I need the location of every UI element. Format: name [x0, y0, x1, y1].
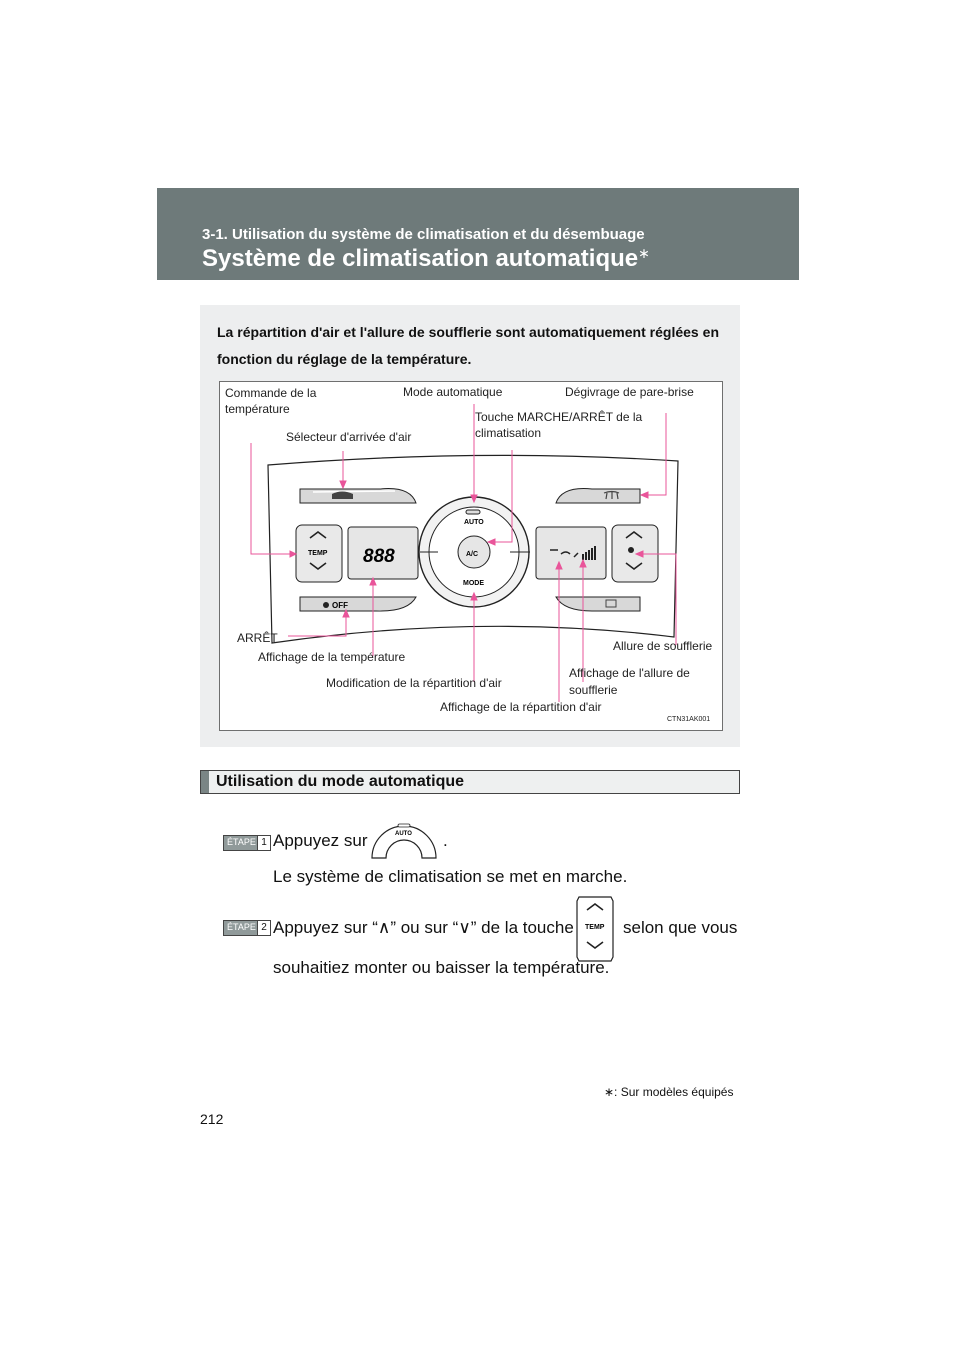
- temp-readout: 888: [363, 546, 395, 567]
- defroster-button: [556, 489, 640, 503]
- temp-text: TEMP: [308, 550, 328, 557]
- label-intake-selector: Sélecteur d'arrivée d'air: [286, 430, 412, 444]
- page-number: 212: [200, 1111, 224, 1127]
- info-box: [200, 305, 740, 747]
- step-2-badge-word: ÉTAPE: [227, 922, 256, 932]
- off-text: OFF: [332, 601, 348, 610]
- control-panel-diagram: [219, 381, 723, 731]
- footnote: ∗: Sur modèles équipés: [604, 1085, 734, 1099]
- step-2-text-line2: souhaitiez monter ou baisser la température.: [273, 958, 610, 977]
- illustration-code: CTN31AK001: [667, 716, 711, 723]
- label-defroster: Dégivrage de pare-brise: [565, 385, 694, 399]
- intake-highlight: [313, 491, 395, 492]
- fan-bar-2: [585, 552, 587, 560]
- step-1-text-b: .: [443, 831, 448, 850]
- subheading: Utilisation du mode automatique: [216, 773, 465, 790]
- label-temp-control: Commande de la température: [225, 386, 317, 416]
- step-1-text-line2: Le système de climatisation se met en marche.: [273, 867, 628, 886]
- step-1-badge: [223, 835, 271, 851]
- step-1-number: 1: [257, 836, 270, 850]
- label-ac-switch: Touche MARCHE/ARRÊT de la climatisation: [475, 410, 643, 440]
- label-airflow-display: Affichage de la répartition d'air: [440, 700, 602, 714]
- label-off: ARRÊT: [237, 631, 278, 645]
- off-button: [300, 597, 416, 611]
- intro-text: La répartition d'air et l'allure de soufflerie sont automatiquement réglées en fonction du réglage de la température.: [217, 324, 719, 367]
- label-fan-speed: Allure de soufflerie: [613, 639, 713, 653]
- subheading-box: [200, 770, 740, 794]
- section-title: 3-1. Utilisation du système de climatisation et du désembuage: [202, 226, 645, 243]
- fan-bar-5: [594, 546, 596, 560]
- temp-button-icon: [575, 895, 615, 963]
- fan-bar-3: [588, 550, 590, 560]
- step-2-text-a: Appuyez sur “∧” ou sur “∨” de la touche: [273, 918, 574, 937]
- step-1-text-a: Appuyez sur: [273, 831, 368, 850]
- auto-indicator: [466, 510, 480, 514]
- step-2-text-b: selon que vous: [623, 918, 738, 937]
- auto-icon-indicator: [398, 824, 410, 827]
- label-auto-mode: Mode automatique: [403, 385, 503, 399]
- step-2-number: 2: [257, 921, 270, 935]
- auto-button-icon: [370, 818, 438, 860]
- title-asterisk: ∗: [638, 245, 650, 261]
- page-title: [202, 245, 650, 273]
- label-fan-speed-display: Affichage de l'allure de soufflerie: [569, 666, 690, 697]
- subheading-bar: [201, 771, 209, 793]
- ac-text: A/C: [466, 551, 479, 558]
- auto-icon-text: AUTO: [395, 831, 412, 837]
- step-2-badge: [223, 920, 271, 936]
- page-header: [157, 188, 799, 280]
- mode-text: MODE: [463, 580, 484, 587]
- page-title-text: Système de climatisation automatique: [202, 245, 639, 272]
- step-1-badge-word: ÉTAPE: [227, 837, 256, 847]
- fan-bar-4: [591, 548, 593, 560]
- off-fan-icon: [323, 602, 329, 608]
- fan-icon: [628, 547, 634, 553]
- auto-text: AUTO: [464, 519, 484, 526]
- label-airflow-change: Modification de la répartition d'air: [326, 676, 502, 690]
- label-temp-display: Affichage de la température: [258, 650, 406, 664]
- temp-icon-text: TEMP: [585, 924, 605, 931]
